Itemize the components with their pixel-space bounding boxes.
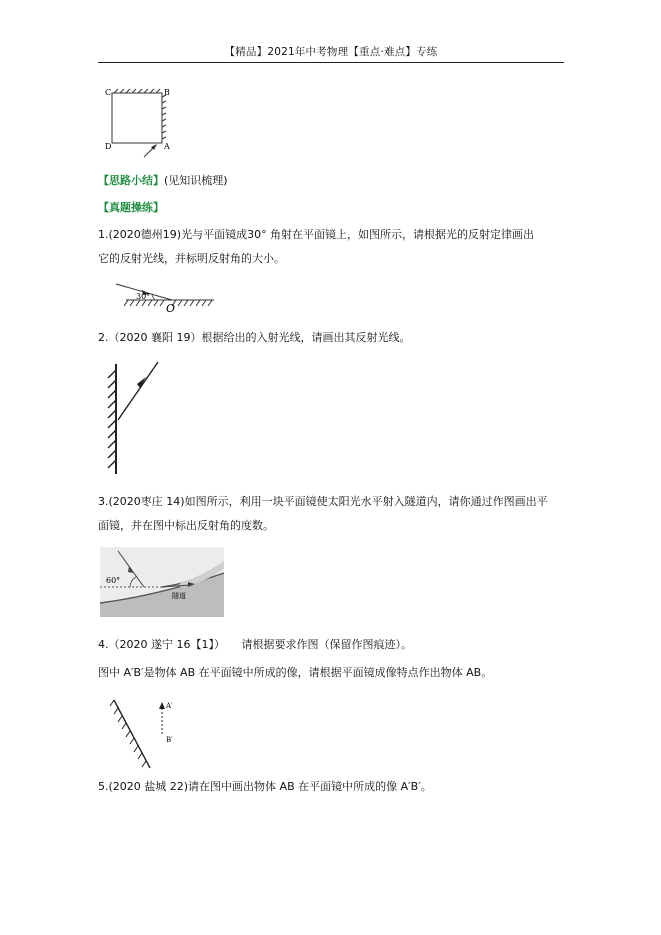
- q4-label-a: A′: [166, 702, 173, 710]
- q1-line2: 它的反射光线，并标明反射角的大小。: [98, 252, 285, 265]
- header-divider: [98, 62, 564, 63]
- q3-angle-label: 60°: [106, 576, 121, 585]
- q4-mirror-figure: [108, 694, 198, 774]
- q3-tunnel-photo: [100, 547, 224, 617]
- q5-text: 5.(2020 盐城 22)请在图中画出物体 AB 在平面镜中所成的像 A′B′。: [98, 780, 432, 793]
- q2-text: 2.（2020 襄阳 19）根据给出的入射光线，请画出其反射光线。: [98, 331, 411, 344]
- q1-angle-label: 30°: [136, 292, 151, 301]
- q2-mirror-figure: [100, 358, 170, 478]
- q3-tunnel-label: 隧道: [172, 592, 186, 600]
- summary-tag: 【思路小结】: [98, 174, 164, 187]
- q1-point-o: O: [166, 302, 176, 314]
- q4-line2: 图中 A′B′是物体 AB 在平面镜中所成的像，请根据平面镜成像特点作出物体 AB。: [98, 666, 493, 679]
- label-c: C: [105, 88, 112, 97]
- section-title: 【真题操练】: [98, 201, 164, 214]
- label-b: B: [164, 88, 170, 97]
- label-d: D: [105, 142, 112, 151]
- page-header: 【精品】2021年中考物理【重点·难点】专练: [224, 46, 438, 58]
- square-mirror-figure: [100, 85, 180, 165]
- q1-line1: 1.(2020德州19)光与平面镜成30° 角射在平面镜上，如图所示，请根据光的反射定律画出: [98, 228, 535, 241]
- summary-line: [98, 173, 228, 188]
- q3-line1: 3.(2020枣庄 14)如图所示，利用一块平面镜使太阳光水平射入隧道内，请你通过作图画出平: [98, 495, 548, 508]
- summary-text: (见知识梳理): [164, 174, 228, 187]
- q4-line1: 4.（2020 遂宁 16【1】） 请根据要求作图（保留作图痕迹）。: [98, 638, 412, 651]
- label-a: A: [164, 142, 170, 151]
- q1-mirror-figure: [110, 278, 220, 314]
- q3-line2: 面镜，并在图中标出反射角的度数。: [98, 519, 274, 532]
- q4-label-b: B′: [166, 736, 173, 744]
